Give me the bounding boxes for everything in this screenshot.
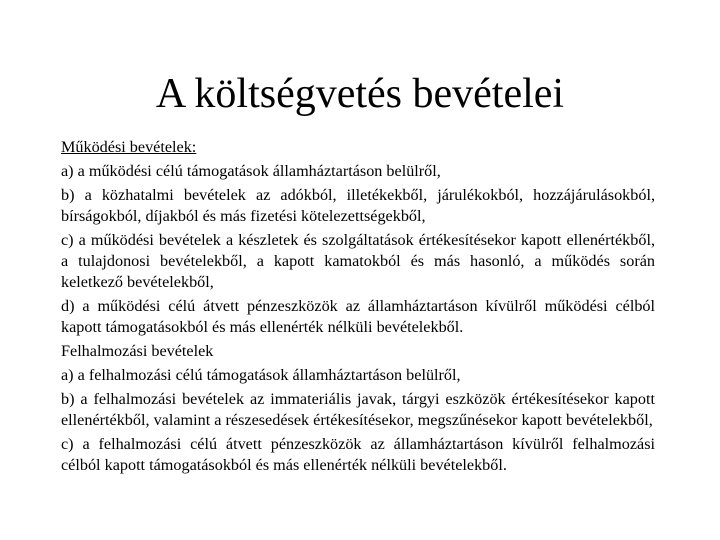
- paragraph-operating-a: a) a működési célú támogatások államháztartáson belülről,: [61, 162, 441, 180]
- section-heading-operating-revenues: Működési bevételek:: [61, 138, 197, 156]
- paragraph-capital-a: a) a felhalmozási célú támogatások államháztartáson belülről,: [61, 366, 461, 384]
- section-heading-capital-revenues: Felhalmozási bevételek: [61, 342, 214, 360]
- paragraph-operating-c: c) a működési bevételek a készletek és szolgáltatások értékesítésekor kapott ellenértékből, a tulajdonosi bevételekből, a kapott kamatokból és más hasonló, a működés során keletkező bevételekből,: [61, 231, 655, 291]
- paragraph-capital-b: b) a felhalmozási bevételek az immateriális javak, tárgyi eszközök értékesítésekor kapott ellenértékből, valamint a részesedések értékesítésekor, megszűnésekor kapott bevételekből,: [61, 390, 655, 429]
- slide-body: [61, 137, 655, 479]
- paragraph-operating-d: d) a működési célú átvett pénzeszközök az államháztartáson kívülről működési célból kapott támogatásokból és más ellenérték nélküli bevételekből.: [61, 297, 655, 336]
- paragraph-capital-c: c) a felhalmozási célú átvett pénzeszközök az államháztartáson kívülről felhalmozási célból kapott támogatásokból és más ellenérték nélküli bevételekből.: [61, 435, 655, 474]
- slide-title: A költségvetés bevételei: [155, 71, 565, 117]
- paragraph-operating-b: b) a közhatalmi bevételek az adókból, illetékekből, járulékokból, hozzájárulásokból, bírságokból, díjakból és más fizetési kötelezettségekből,: [61, 186, 655, 225]
